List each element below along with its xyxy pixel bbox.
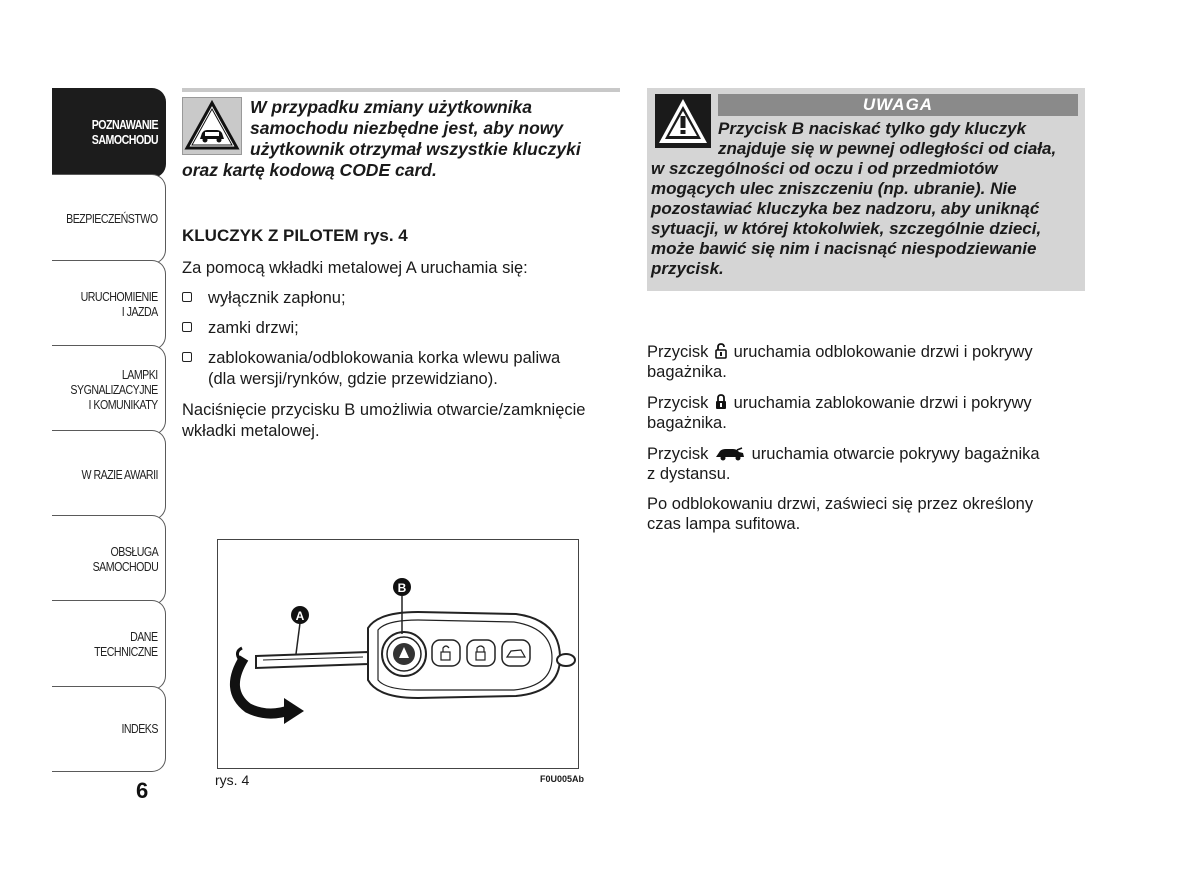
trunk-icon [715,447,745,461]
warning-line: w szczególności od oczu i od przedmiotów [651,159,998,178]
tab-uruchomienie-i-jazda[interactable] [52,260,166,350]
tab-w-razie-awarii[interactable] [52,430,166,520]
warning-line: Przycisk B naciskać tylko gdy kluczyk [718,119,1027,138]
warning-line: sytuacji, w której ktokolwiek, szczególnie dzieci, [651,219,1042,238]
tab-label: DANE TECHNICZNE [94,630,158,659]
list-item-text: zamki drzwi; [208,319,299,337]
note-line: oraz kartę kodową CODE card. [182,160,437,180]
tab-bezpieczenstwo[interactable] [52,174,166,264]
figure-code: F0U005Ab [540,774,585,784]
car-warning-icon [182,97,242,155]
top-rule-left [182,88,620,92]
paragraph-lock [647,393,1032,414]
paragraph-text: czas lampa sufitowa. [647,515,801,533]
paragraph-text: bagażnika. [647,414,727,432]
paragraph-text: uruchamia odblokowanie drzwi i pokrywy [733,343,1033,361]
lock-icon [715,394,727,410]
tab-lampki-sygnalizacyjne[interactable] [52,345,166,435]
warning-line: pozostawiać kluczyka bez nadzoru, aby uniknąć [651,199,1040,218]
checkbox-bullet-icon [182,352,192,362]
checkbox-bullet-icon [182,322,192,332]
page-number: 6 [136,778,149,803]
figure-label-a: A [295,609,305,623]
tab-label: LAMPKI SYGNALIZACYJNE I KOMUNIKATY [70,367,158,412]
warning-line: przycisk. [651,259,724,278]
tab-label: URUCHOMIENIE I JAZDA [80,290,158,319]
paragraph-text: Przycisk [647,445,709,463]
tab-poznawanie-samochodu[interactable] [52,88,166,178]
intro-paragraph: Za pomocą wkładki metalowej A uruchamia się: [182,259,528,277]
warning-title: UWAGA [718,94,1078,116]
paragraph-unlock [647,342,1033,363]
tab-label: POZNAWANIE SAMOCHODU [91,118,158,147]
list-item-text: zablokowania/odblokowania korka wlewu paliwa [208,349,561,367]
paragraph-text: Przycisk [647,343,709,361]
warning-line: może bawić się nim i nacisnąć niespodziewanie [651,239,1037,258]
warning-line: mogących ulec zniszczeniu (np. ubranie). Nie [651,179,1017,198]
tab-label: W RAZIE AWARII [81,467,158,482]
checkbox-bullet-icon [182,292,192,302]
paragraph-text: bagażnika. [647,363,727,381]
paragraph-text: uruchamia zablokowanie drzwi i pokrywy [733,394,1032,412]
unlock-icon [715,343,727,359]
tab-obsluga-samochodu[interactable] [52,515,166,605]
exclamation-warning-icon [655,94,711,148]
paragraph-text: Po odblokowaniu drzwi, zaświeci się przez określony [647,495,1034,513]
paragraph-text: uruchamia otwarcie pokrywy bagażnika [751,445,1040,463]
note-line: samochodu niezbędne jest, aby nowy [250,118,564,138]
list-item-text-cont: (dla wersji/rynków, gdzie przewidziano). [208,369,498,388]
section-heading: KLUCZYK Z PILOTEM rys. 4 [182,226,408,245]
note-line: użytkownik otrzymał wszystkie kluczyki [250,139,581,159]
paragraph-line: Naciśnięcie przycisku B umożliwia otwarcie/zamknięcie [182,401,586,419]
paragraph-line: wkładki metalowej. [182,421,320,440]
note-line: W przypadku zmiany użytkownika [250,97,532,117]
paragraph-trunk [647,444,1040,465]
figure-label-b: B [397,581,407,595]
tab-label: INDEKS [121,721,158,736]
key-illustration [218,540,577,767]
tab-label: OBSŁUGA SAMOCHODU [92,545,158,574]
list-item-text: wyłącznik zapłonu; [208,289,346,307]
key-figure [217,539,579,769]
tab-label: BEZPIECZEŃSTWO [66,211,158,226]
warning-line: znajduje się w pewnej odległości od ciała, [718,139,1057,158]
tab-dane-techniczne[interactable] [52,600,166,690]
paragraph-text: z dystansu. [647,465,731,483]
paragraph-text: Przycisk [647,394,709,412]
figure-caption: rys. 4 [215,772,250,788]
tab-indeks[interactable] [52,686,166,772]
